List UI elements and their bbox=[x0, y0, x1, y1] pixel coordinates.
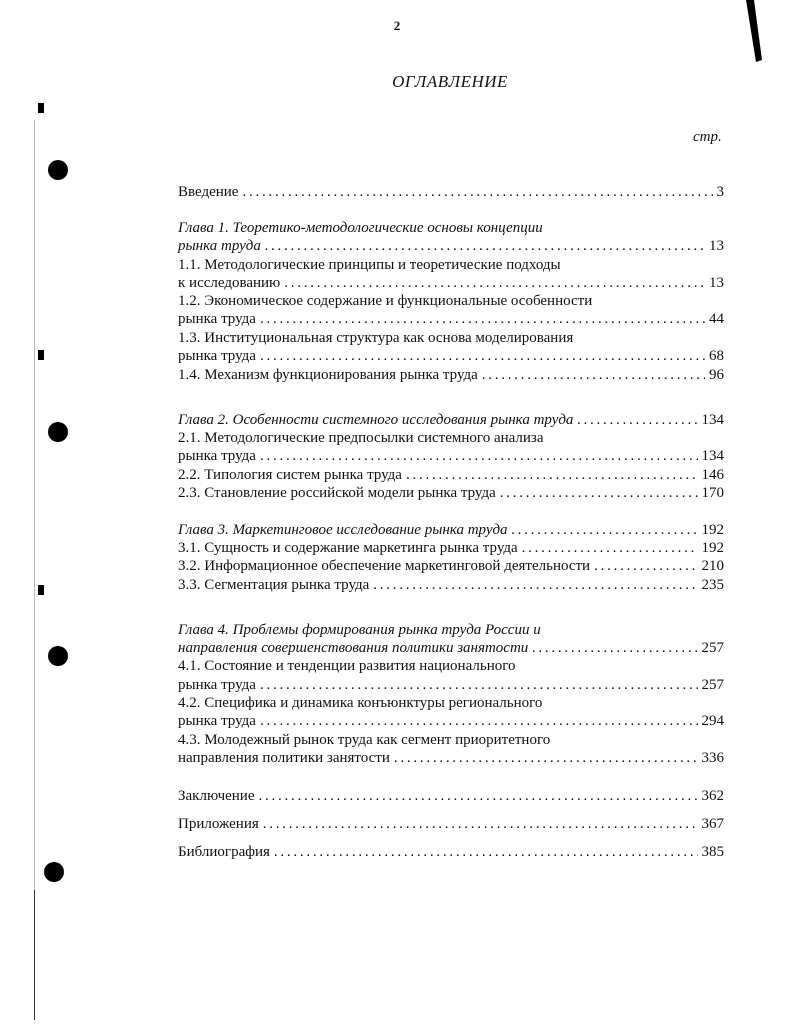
punch-hole bbox=[48, 646, 68, 666]
toc-section-4-2 bbox=[178, 712, 724, 730]
toc-entry-title: рынка труда bbox=[178, 238, 261, 254]
scan-speck bbox=[38, 103, 44, 113]
toc-section-1-2 bbox=[178, 310, 724, 328]
leader-dots bbox=[242, 183, 712, 201]
leader-dots bbox=[265, 237, 705, 255]
toc-section-4-3 bbox=[178, 749, 724, 767]
toc-entry-title: Глава 2. Особенности системного исследования рынка труда bbox=[178, 412, 574, 428]
toc-entry-page: 170 bbox=[701, 485, 724, 501]
toc-section-4-2-title: 4.2. Специфика и динамика конъюнктуры регионального bbox=[178, 695, 543, 711]
toc-entry-title: Введение bbox=[178, 184, 239, 200]
toc-entry-page: 235 bbox=[701, 577, 724, 593]
toc-entry-title: Библиография bbox=[178, 844, 270, 860]
toc-entry-page: 257 bbox=[701, 640, 724, 656]
leader-dots bbox=[263, 815, 698, 833]
toc-entry-title: направления совершенствования политики занятости bbox=[178, 640, 529, 656]
leader-dots bbox=[406, 466, 698, 484]
toc-entry-title: рынка труда bbox=[178, 677, 256, 693]
scan-speck bbox=[38, 585, 44, 595]
leader-dots bbox=[500, 484, 698, 502]
leader-dots bbox=[260, 310, 705, 328]
margin-line bbox=[34, 890, 35, 1020]
toc-entry-intro bbox=[178, 183, 724, 201]
punch-hole bbox=[48, 160, 68, 180]
toc-entry-title: Приложения bbox=[178, 816, 259, 832]
toc-section-3-2 bbox=[178, 557, 724, 575]
leader-dots bbox=[594, 557, 697, 575]
leader-dots bbox=[522, 539, 698, 557]
scan-speck bbox=[38, 350, 44, 360]
toc-section-4-1-title: 4.1. Состояние и тенденции развития национального bbox=[178, 658, 516, 674]
toc-entry-page: 192 bbox=[701, 522, 724, 538]
toc-entry-title: Заключение bbox=[178, 788, 255, 804]
leader-dots bbox=[577, 411, 697, 429]
leader-dots bbox=[260, 676, 698, 694]
punch-hole bbox=[44, 862, 64, 882]
toc-entry-page: 134 bbox=[701, 448, 724, 464]
leader-dots bbox=[532, 639, 697, 657]
leader-dots bbox=[284, 274, 705, 292]
page-number: 2 bbox=[393, 18, 401, 33]
toc-entry-page: 192 bbox=[701, 540, 724, 556]
page-title: ОГЛАВЛЕНИЕ bbox=[392, 72, 508, 91]
toc-entry-title: направления политики занятости bbox=[178, 750, 390, 766]
page-column-label: стр. bbox=[693, 129, 722, 145]
toc-entry-page: 146 bbox=[701, 467, 724, 483]
toc-section-1-1 bbox=[178, 274, 724, 292]
toc-section-2-3 bbox=[178, 484, 724, 502]
leader-dots bbox=[260, 712, 698, 730]
toc-entry-conclusion bbox=[178, 787, 724, 805]
toc-entry-page: 13 bbox=[709, 275, 724, 291]
toc-entry-page: 336 bbox=[701, 750, 724, 766]
punch-hole bbox=[48, 422, 68, 442]
leader-dots bbox=[260, 447, 698, 465]
toc-section-3-1 bbox=[178, 539, 724, 557]
toc-entry-page: 3 bbox=[716, 184, 724, 200]
toc-entry-title: рынка труда bbox=[178, 311, 256, 327]
toc-chapter-1-title: Глава 1. Теоретико-методологические основы концепции bbox=[178, 220, 543, 236]
toc-entry-title: рынка труда bbox=[178, 448, 256, 464]
toc-section-3-3 bbox=[178, 576, 724, 594]
toc-entry-page: 44 bbox=[709, 311, 724, 327]
toc-chapter-4 bbox=[178, 639, 724, 657]
leader-dots bbox=[512, 521, 698, 539]
toc-entry-bibliography bbox=[178, 843, 724, 861]
leader-dots bbox=[394, 749, 698, 767]
toc-section-1-4 bbox=[178, 366, 724, 384]
toc-entry-page: 257 bbox=[701, 677, 724, 693]
toc-chapter-4-title: Глава 4. Проблемы формирования рынка труда России и bbox=[178, 622, 541, 638]
toc-entry-page: 13 bbox=[709, 238, 724, 254]
toc-entry-title: 3.2. Информационное обеспечение маркетинговой деятельности bbox=[178, 558, 591, 574]
toc-entry-appendix bbox=[178, 815, 724, 833]
toc-entry-title: 2.3. Становление российской модели рынка труда bbox=[178, 485, 496, 501]
toc-entry-title: Глава 3. Маркетинговое исследование рынка труда bbox=[178, 522, 508, 538]
toc-entry-title: 2.2. Типология систем рынка труда bbox=[178, 467, 402, 483]
toc-section-1-1-title: 1.1. Методологические принципы и теоретические подходы bbox=[178, 257, 561, 273]
toc-entry-title: рынка труда bbox=[178, 348, 256, 364]
toc-section-2-2 bbox=[178, 466, 724, 484]
scan-edge-mark bbox=[744, 0, 764, 70]
toc-entry-page: 362 bbox=[701, 788, 724, 804]
leader-dots bbox=[482, 366, 705, 384]
toc-entry-page: 134 bbox=[701, 412, 724, 428]
toc-section-1-2-title: 1.2. Экономическое содержание и функциональные особенности bbox=[178, 293, 593, 309]
toc-entry-page: 294 bbox=[701, 713, 724, 729]
toc-entry-title: к исследованию bbox=[178, 275, 281, 291]
toc-entry-title: 3.1. Сущность и содержание маркетинга рынка труда bbox=[178, 540, 518, 556]
toc-entry-title: 1.4. Механизм функционирования рынка труда bbox=[178, 367, 478, 383]
leader-dots bbox=[260, 347, 705, 365]
toc-section-1-3-title: 1.3. Институциональная структура как основа моделирования bbox=[178, 330, 574, 346]
toc-section-2-1 bbox=[178, 447, 724, 465]
toc-entry-title: рынка труда bbox=[178, 713, 256, 729]
toc-section-1-3 bbox=[178, 347, 724, 365]
leader-dots bbox=[274, 843, 698, 861]
leader-dots bbox=[259, 787, 698, 805]
toc-chapter-2 bbox=[178, 411, 724, 429]
toc-chapter-3 bbox=[178, 521, 724, 539]
toc-chapter-1 bbox=[178, 237, 724, 255]
margin-line bbox=[34, 120, 35, 900]
toc-entry-title: 3.3. Сегментация рынка труда bbox=[178, 577, 370, 593]
toc-entry-page: 96 bbox=[709, 367, 724, 383]
toc-section-4-1 bbox=[178, 676, 724, 694]
toc-section-4-3-title: 4.3. Молодежный рынок труда как сегмент приоритетного bbox=[178, 732, 551, 748]
toc-section-2-1-title: 2.1. Методологические предпосылки системного анализа bbox=[178, 430, 544, 446]
toc-entry-page: 210 bbox=[701, 558, 724, 574]
toc-entry-page: 385 bbox=[701, 844, 724, 860]
toc-entry-page: 367 bbox=[701, 816, 724, 832]
leader-dots bbox=[373, 576, 697, 594]
toc-entry-page: 68 bbox=[709, 348, 724, 364]
